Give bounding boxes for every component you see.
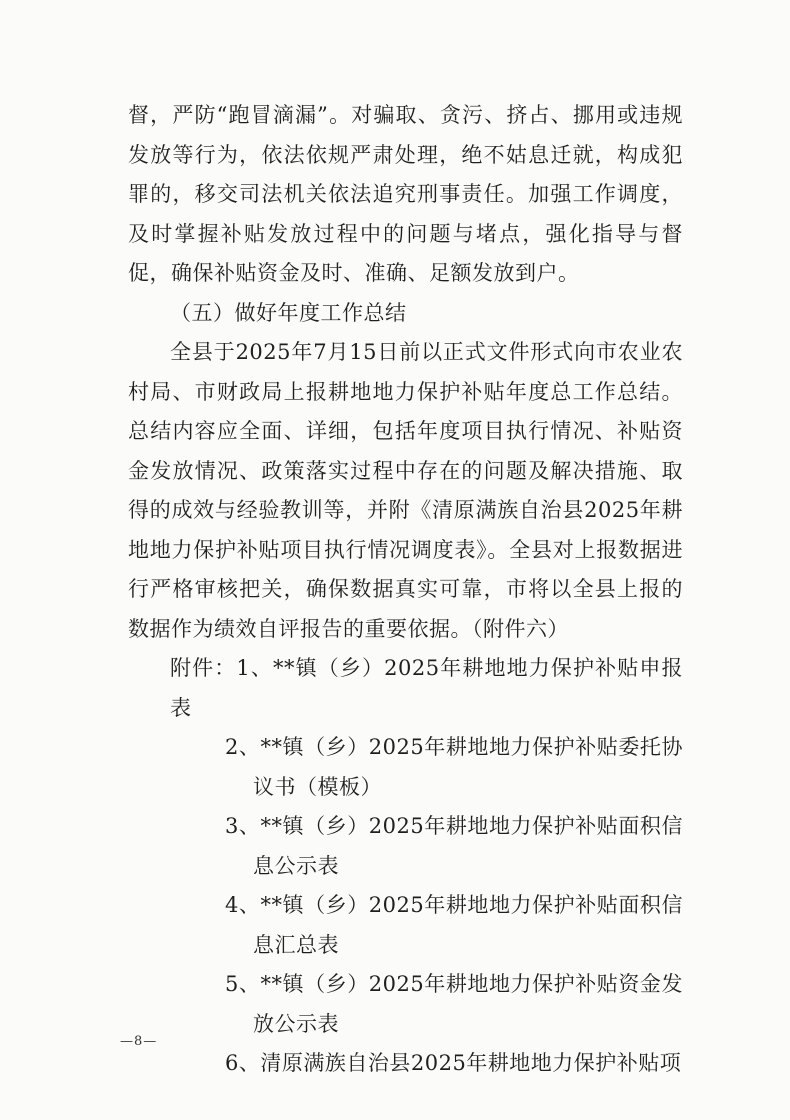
attachment-item-1: 1、**镇（乡）2025年耕地地力保护补贴申报表 — [170, 656, 683, 720]
attachment-item-3: 3、**镇（乡）2025年耕地地力保护补贴面积信息公示表 — [225, 814, 683, 878]
continued-paragraph: 督，严防“跑冒滴漏”。对骗取、贪污、挤占、挪用或违规发放等行为，依法依规严肃处理，绝不姑息迁就，构成犯罪的，移交司法机关依法追究刑事责任。加强工作调度，及时掌握补贴发放过程中的问题与堵点，强化指导与督促，确保补贴资金及时、准确、足额发放到户。 — [128, 103, 683, 285]
section-heading: （五）做好年度工作总结 — [170, 300, 407, 325]
attachments-label: 附件： — [170, 656, 237, 680]
document-body — [128, 96, 683, 1084]
page-number: —8— — [120, 1034, 158, 1049]
attachment-item-5: 5、**镇（乡）2025年耕地地力保护补贴资金发放公示表 — [225, 972, 683, 1036]
attachments-list — [128, 728, 683, 1084]
attachment-item-4: 4、**镇（乡）2025年耕地地力保护补贴面积信息汇总表 — [225, 893, 683, 957]
attachments-block — [128, 649, 683, 1084]
attachments-first-line — [128, 649, 683, 728]
attachment-item-6: 6、清原满族自治县2025年耕地地力保护补贴项 — [225, 1051, 682, 1075]
attachment-item-2: 2、**镇（乡）2025年耕地地力保护补贴委托协议书（模板） — [225, 735, 683, 799]
section-paragraph: 全县于2025年7月15日前以正式文件形式向市农业农村局、市财政局上报耕地地力保护补贴年度总工作总结。总结内容应全面、详细，包括年度项目执行情况、补贴资金发放情况、政策落实过程中存在的问题及解决措施、取得的成效与经验教训等，并附《清原满族自治县2025年耕地地力保护补贴项目执行情况调度表》。全县对上报数据进行严格审核把关，确保数据真实可靠，市将以全县上报的数据作为绩效自评报告的重要依据。（附件六） — [128, 340, 683, 641]
